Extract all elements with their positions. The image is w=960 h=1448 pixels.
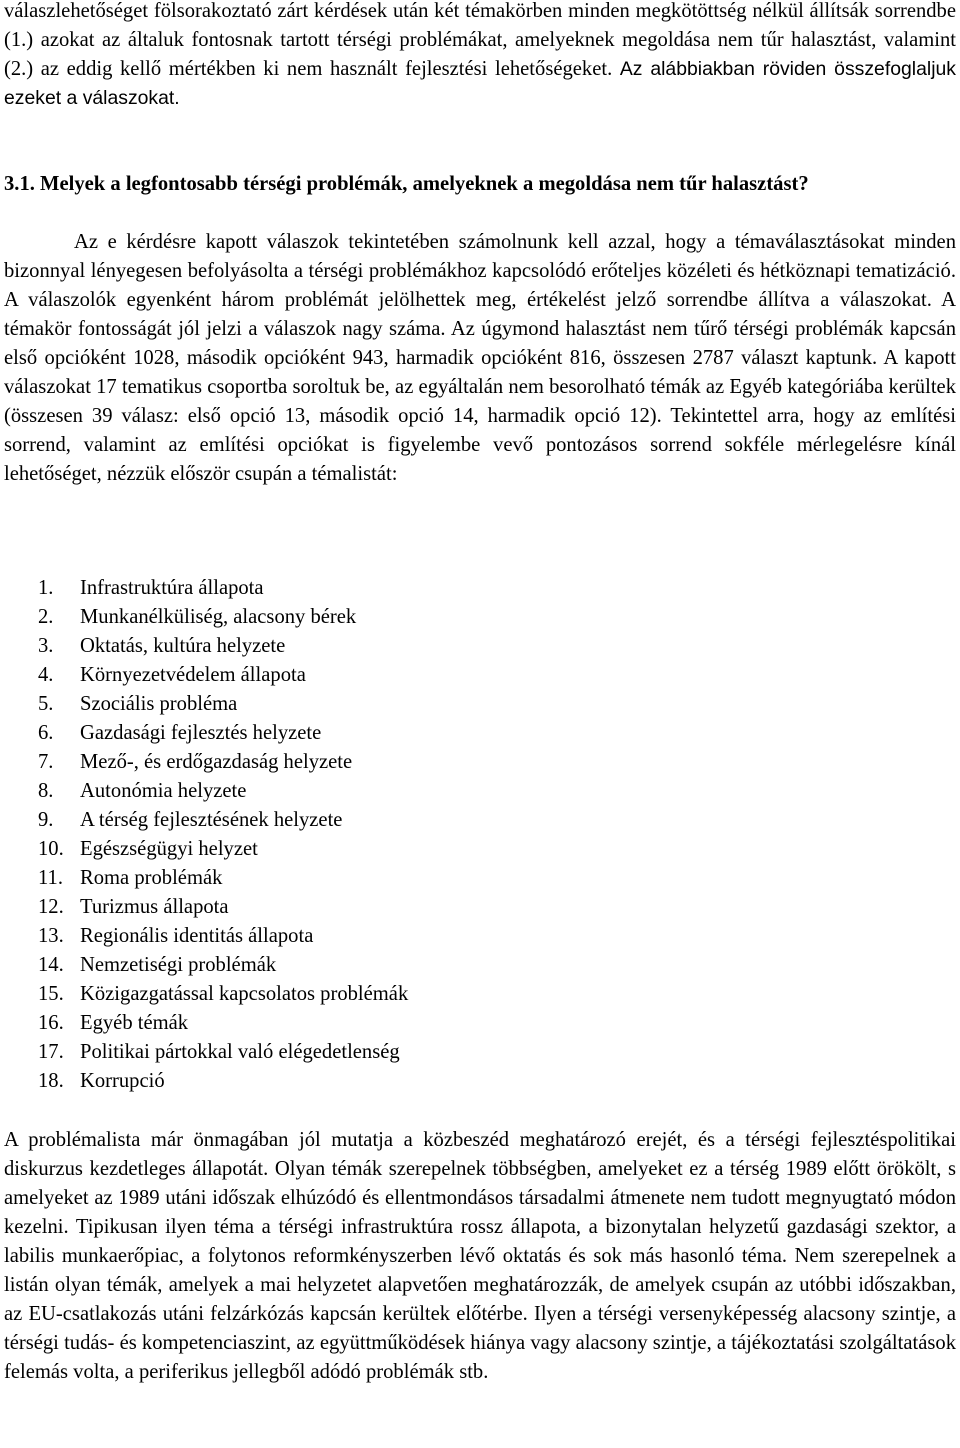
list-item-number: 18. [38,1070,64,1092]
list-item-label: Környezetvédelem állapota [80,664,306,686]
intro-summary-text: Az alábbiakban röviden összefoglaljuk ezeket a válaszokat. [4,58,956,109]
list-item-number: 14. [38,954,64,976]
intro-paragraph [4,0,956,113]
list-item-number: 11. [38,867,63,889]
list-item-number: 9. [38,809,54,831]
list-item-number: 13. [38,925,64,947]
list-item-label: Munkanélküliség, alacsony bérek [80,606,357,628]
list-item-label: Autonómia helyzete [80,780,247,802]
list-item-number: 2. [38,606,54,628]
list-item-label: A térség fejlesztésének helyzete [80,809,343,831]
list-item-number: 8. [38,780,54,802]
list-item [4,922,956,951]
list-item [4,980,956,1009]
list-item-number: 12. [38,896,64,918]
list-item [4,777,956,806]
list-item-label: Mező-, és erdőgazdaság helyzete [80,751,353,773]
topic-list [4,574,956,1096]
list-item-label: Politikai pártokkal való elégedetlenség [80,1041,400,1063]
list-item [4,661,956,690]
list-item-number: 16. [38,1012,64,1034]
list-item [4,574,956,603]
intro-text: válaszlehetőséget fölsorakoztató zárt kérdések után két témakörben minden megkötöttség nélkül állítsák sorrendbe (1.) azokat az általuk fontosnak tartott térségi problémákat, amelyeknek megoldása nem tűr halasztást, valamint (2.) az eddig kellő mértékben ki nem használt fejlesztési lehetőségeket. [4,0,956,80]
list-item-label: Roma problémák [80,867,223,889]
list-item-label: Közigazgatással kapcsolatos problémák [80,983,409,1005]
list-item [4,806,956,835]
list-item [4,748,956,777]
list-item [4,951,956,980]
list-item [4,632,956,661]
list-item-label: Regionális identitás állapota [80,925,314,947]
list-item-label: Gazdasági fejlesztés helyzete [80,722,322,744]
closing-paragraph: A problémalista már önmagában jól mutatja a közbeszéd meghatározó erejét, és a térségi fejlesztéspolitikai diskurzus kezdetleges állapotát. Olyan témák szerepelnek többségben, amelyeket ez a térség 1989 előtt örökölt, s amelyeket az 1989 utáni időszak elhúzódó és ellentmondásos társadalmi átmenete nem tudott megnyugtató módon kezelni. Tipikusan ilyen téma a térségi infrastruktúra rossz állapota, a bizonytalan helyzetű gazdasági szektor, a labilis munkaerőpiac, a folytonos reformkényszerben lévő oktatás és sok más hasonló téma. Nem szerepelnek a listán olyan témák, amelyek a mai helyzetet alapvetően meghatározzák, de amelyek csupán az utóbbi időszakban, az EU-csatlakozás utáni felzárkózás kapcsán kerültek előtérbe. Ilyen a térségi versenyképesség alacsony szintje, a térségi tudás- és kompetenciaszint, az együttműködések hiánya vagy alacsony szintje, a tájékoztatási szolgáltatások felemás volta, a periferikus jellegből adódó problémák stb. [4,1129,956,1383]
list-item [4,893,956,922]
section-body-text: Az e kérdésre kapott válaszok tekintetében számolnunk kell azzal, hogy a témaválasztásokat minden bizonnyal lényegesen befolyásolta a térségi problémákhoz kapcsolódó erőteljes közéleti és hétköznapi tematizáció. A válaszolók egyenként három problémát jelölhettek meg, értékelést jelző sorrendbe állítva a válaszokat. A témakör fontosságát jól jelzi a válaszok nagy száma. Az úgymond halasztást nem tűrő térségi problémák kapcsán első opcióként 1028, második opcióként 943, harmadik opcióként 816, összesen 2787 választ kaptunk. A kapott válaszokat 17 tematikus csoportba soroltuk be, az egyáltalán nem besorolható témák az Egyéb kategóriába kerültek (összesen 39 válasz: első opció 13, második opció 14, harmadik opció 12). Tekintettel arra, hogy az említési sorrend, valamint az említési opciókat is figyelembe vevő pontozásos sorrend sokféle mérlegelésre kínál lehetőséget, nézzük először csupán a témalistát: [4,231,956,485]
list-item-number: 1. [38,577,54,599]
list-item-number: 5. [38,693,54,715]
section-heading: 3.1. Melyek a legfontosabb térségi problémák, amelyeknek a megoldása nem tűr halasztást? [4,173,809,195]
section-body [4,228,956,489]
list-item-label: Turizmus állapota [80,896,229,918]
list-item-number: 4. [38,664,54,686]
list-item-label: Infrastruktúra állapota [80,577,264,599]
list-item-label: Korrupció [80,1070,165,1092]
list-item [4,1067,956,1096]
list-item [4,1009,956,1038]
list-item-label: Szociális probléma [80,693,238,715]
list-item [4,864,956,893]
list-item-label: Nemzetiségi problémák [80,954,277,976]
list-item [4,719,956,748]
list-item-number: 7. [38,751,54,773]
list-item-label: Egészségügyi helyzet [80,838,258,860]
list-item-label: Egyéb témák [80,1012,189,1034]
list-item [4,690,956,719]
list-item-number: 3. [38,635,54,657]
list-item [4,835,956,864]
list-item-number: 17. [38,1041,64,1063]
list-item-number: 10. [38,838,64,860]
list-item-number: 6. [38,722,54,744]
list-item-label: Oktatás, kultúra helyzete [80,635,286,657]
list-item-number: 15. [38,983,64,1005]
list-item [4,1038,956,1067]
list-item [4,603,956,632]
